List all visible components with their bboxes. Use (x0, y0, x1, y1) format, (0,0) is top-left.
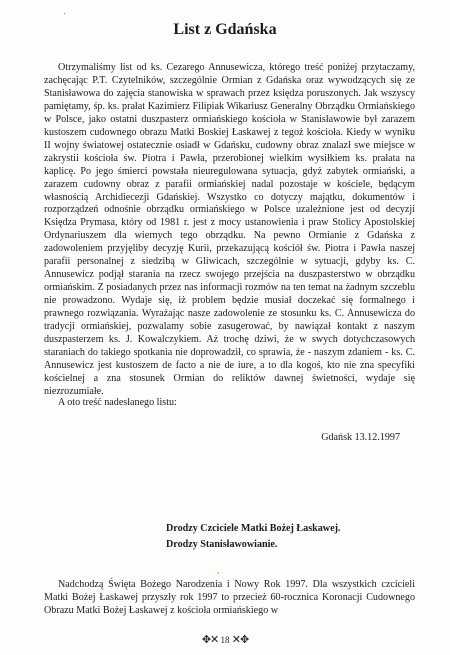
scan-speck (64, 13, 65, 14)
page-footer (0, 634, 450, 646)
page-number: 18 (220, 635, 230, 645)
ornament-left-icon: ✥✕ (201, 634, 219, 646)
letter-intro-line: A oto treść nadesłanego listu: (58, 397, 177, 408)
greeting-line: Drodzy Czciciele Matki Bożej Łaskawej. (166, 523, 341, 534)
ornament-right-icon: ✕✥ (231, 634, 249, 646)
letter-paragraph: Nadchodzą Święta Bożego Narodzenia i Nowy Rok 1997. Dla wszystkich czcicieli Matki Bożej Łaskawej przyszły rok 1997 to przecież 60-rocznica Koronacji Cudownego Obrazu Matki Bożej Łaskawej z kościoła ormiańskiego w (44, 579, 415, 616)
article-paragraph: Otrzymaliśmy list od ks. Cezarego Annusewicza, którego treść poniżej przytaczamy, zachęcając P.T. Czytelników, szczególnie Ormian z Gdańska oraz wywodzących się ze Stanisławowa do zajęcia stanowiska w sprawach przez księdza poruszonych. Jak wszyscy pamiętamy, śp. ks. prałat Kazimierz Filipiak Wikariusz Generalny Obrządku Ormiańskiego w Polsce, jako ostatni duszpasterz ormiańskiego kościoła w Stanisławowie był zarazem kustoszem cudownego obrazu Matki Boskiej Łaskawej z tegoż kościoła. Kiedy w wyniku II wojny światowej ostatecznie osiadł w Gdańsku, cudowny obraz znalazł swe miejsce w zakrystii kościoła św. Piotra i Pawła, przerobionej wielkim wysiłkiem ks. prałata na kaplicę. Po jego śmierci powstała nieuregulowana sytuacja, gdyż zabytek ormiański, a zarazem cudowny obraz z parafii ormiańskiej nadal pozostaje w kościele, będącym własnością Archidiecezji Gdańskiej. Wszystko co dotyczy majątku, dokumentów i rozporządzeń odnośnie obrządku ormiańskiego w Polsce uzależnione jest od decyzji Księdza Prymasa, który od 1981 r. jest z mocy ustanowienia i praw Stolicy Apostolskiej Ordynariuszem dla wiernych tego obrządku. Na pewno Ormianie z Gdańska z zadowoleniem przyjęliby decyzję Kurii, przekazującą kościół św. Piotra i Pawła naszej parafii personalnej z siedzibą w Gliwicach, szczególnie w sytuacji, gdyby ks. C. Annusewicz podjął starania na rzecz swojego przejścia na duszpasterstwo w obrządku ormiańskim. Z posiadanych przez nas informacji rozmów na ten temat na żadnym szczeblu nie prowadzono. Wydaje się, iż problem będzie musiał doczekać się formalnego i prawnego rozwiązania. Wyrażając nasze zadowolenie ze stosunku ks. C. Annusewicza do tradycji ormiańskiej, pozwalamy sobie zasugerować, by nawiązał kontakt z naszym duszpasterzem ks. J. Kowalczykiem. Aż trochę dziwi, że w swych dotychczasowych staraniach do takiego spotkania nie doprowadził, co sprawia, że - naszym zdaniem - ks. C. Annusewicz jest kustoszem de facto a nie de iure, a to dla kogoś, kto nie zna specyfiki kościelnej a zna stosunek Ormian do reliktów dawnej świetności, wydaje się niezrozumiałe. (44, 62, 415, 397)
scan-dot (217, 572, 219, 574)
greeting-line: Drodzy Stanisławowianie. (166, 538, 278, 550)
letter-place-date: Gdańsk 13.12.1997 (321, 432, 400, 443)
letter-greeting (166, 521, 340, 552)
page-title: List z Gdańska (173, 21, 277, 38)
